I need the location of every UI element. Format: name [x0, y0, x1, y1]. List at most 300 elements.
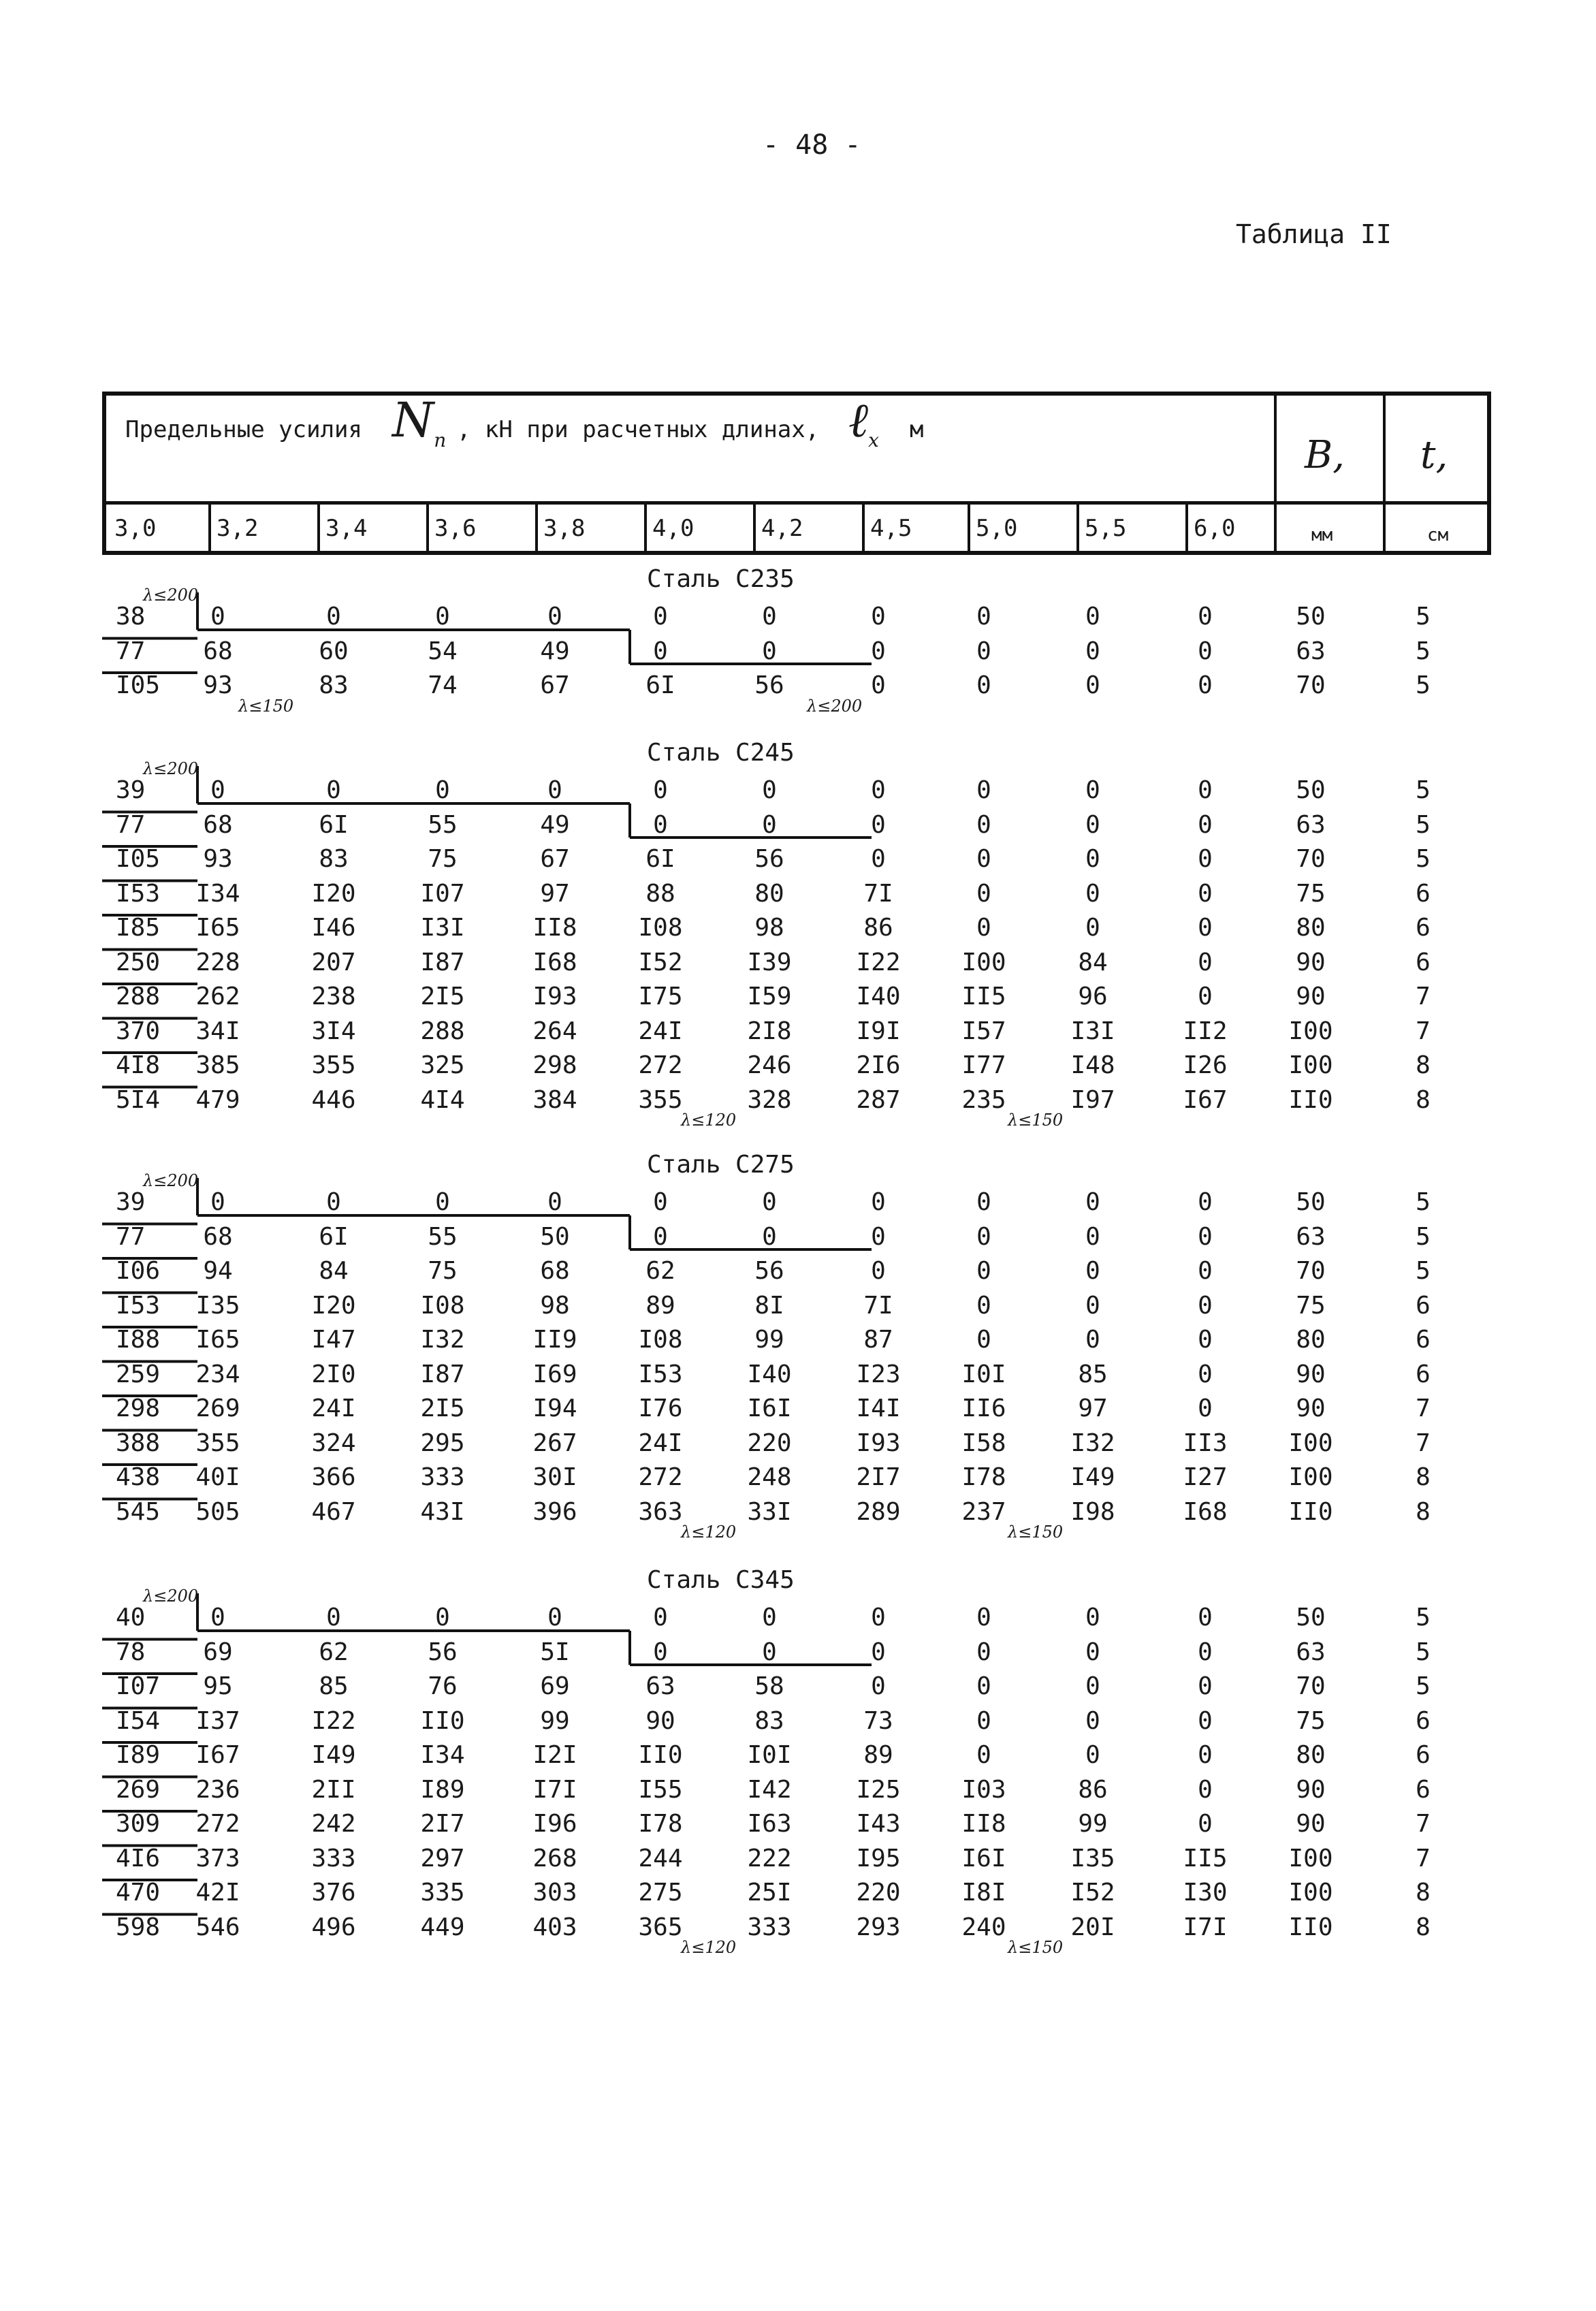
table-cell: 0 — [653, 1604, 668, 1631]
table-cell: I32 — [1070, 1429, 1115, 1457]
table-cell: 248 — [747, 1463, 792, 1491]
table-cell: 0 — [1085, 776, 1100, 804]
table-cell: 328 — [747, 1085, 792, 1114]
table-cell: 0 — [210, 776, 225, 804]
table-cell: 0 — [210, 1188, 225, 1216]
table-cell: I6I — [747, 1394, 792, 1422]
table-cell: 89 — [645, 1291, 675, 1320]
table-cell: 384 — [532, 1085, 577, 1114]
table-cell: 96 — [1078, 983, 1108, 1010]
table-cell: 7I — [863, 1291, 893, 1320]
table-cell: 90 — [1296, 1360, 1326, 1388]
table-cell: 0 — [1085, 1672, 1100, 1700]
table-cell: I9I — [856, 1017, 901, 1045]
header-col-divider — [1076, 501, 1079, 551]
table-cell: 0 — [210, 1604, 225, 1631]
table-cell: 0 — [1198, 983, 1213, 1010]
table-cell: 0 — [1198, 1326, 1213, 1354]
table-cell: I89 — [420, 1775, 465, 1804]
table-cell: 0 — [653, 1188, 668, 1216]
header-title — [125, 416, 362, 443]
table-cell: I47 — [311, 1326, 356, 1354]
table-cell: 0 — [547, 603, 562, 631]
table-cell: I65 — [195, 914, 240, 942]
table-cell: 40I — [195, 1463, 240, 1491]
table-cell: 0 — [1198, 1672, 1213, 1700]
table-cell: 68 — [540, 1257, 570, 1285]
table-cell: II5 — [1183, 1844, 1228, 1872]
table-cell: 385 — [195, 1051, 240, 1079]
table-cell: 98 — [754, 914, 784, 942]
table-cell: 5I — [540, 1638, 570, 1666]
t-unit: см — [1427, 525, 1449, 545]
table-cell: 6 — [1416, 948, 1431, 976]
table-cell: I30 — [1183, 1879, 1228, 1907]
table-cell: II0 — [1288, 1085, 1333, 1114]
table-cell: I3I — [420, 914, 465, 942]
table-cell: 0 — [762, 1222, 777, 1251]
table-cell: 373 — [195, 1844, 240, 1872]
table-cell: 228 — [195, 948, 240, 976]
table-cell: 237 — [961, 1497, 1006, 1526]
table-cell: I00 — [1288, 1844, 1333, 1872]
table-cell: 295 — [420, 1429, 465, 1457]
table-cell: 73 — [863, 1706, 893, 1735]
table-cell: 97 — [1078, 1394, 1108, 1422]
table-cell: 0 — [976, 1257, 991, 1285]
table-cell: 56 — [754, 845, 784, 873]
table-cell: I87 — [420, 948, 465, 976]
table-cell: 24I — [311, 1394, 356, 1422]
header-divider — [106, 501, 1487, 505]
table-cell: I59 — [747, 983, 792, 1010]
table-cell: 0 — [976, 603, 991, 631]
table-cell: 0 — [976, 1741, 991, 1769]
table-cell: 5 — [1416, 776, 1431, 804]
table-cell: 5 — [1416, 1638, 1431, 1666]
table-cell: 0 — [871, 603, 886, 631]
table-cell: 0 — [762, 776, 777, 804]
table-cell: 355 — [195, 1429, 240, 1457]
table-cell: 2I7 — [856, 1463, 901, 1491]
table-cell: 0 — [1085, 1222, 1100, 1251]
table-cell: 87 — [863, 1326, 893, 1354]
table-cell: 90 — [645, 1706, 675, 1735]
table-cell: 366 — [311, 1463, 356, 1491]
table-cell: I34 — [420, 1741, 465, 1769]
table-cell: 86 — [1078, 1775, 1108, 1804]
table-cell: 275 — [638, 1879, 683, 1907]
table-cell: 207 — [311, 948, 356, 976]
table-cell: 288 — [420, 1017, 465, 1045]
table-cell: I55 — [638, 1775, 683, 1804]
table-cell: 0 — [326, 1604, 341, 1631]
table-cell: 6I — [645, 845, 675, 873]
table-cell: 83 — [319, 845, 349, 873]
row-base-value: 288 — [116, 983, 161, 1010]
table-cell: 84 — [319, 1257, 349, 1285]
table-cell: 63 — [1296, 637, 1326, 665]
table-cell: 50 — [1296, 1188, 1326, 1216]
table-cell: 272 — [638, 1051, 683, 1079]
table-cell: 2I5 — [420, 1394, 465, 1422]
header-length-1: 3,2 — [217, 515, 259, 542]
table-cell: I57 — [961, 1017, 1006, 1045]
table-cell: 97 — [540, 879, 570, 908]
table-cell: 5 — [1416, 1604, 1431, 1631]
table-cell: 335 — [420, 1879, 465, 1907]
table-cell: 56 — [754, 671, 784, 699]
table-cell: 4I4 — [420, 1085, 465, 1114]
table-cell: 0 — [1198, 1604, 1213, 1631]
header-col-divider — [644, 501, 647, 551]
table-cell: 0 — [762, 1638, 777, 1666]
table-cell: 33I — [747, 1497, 792, 1526]
lambda-label: λ≤200 — [143, 759, 199, 778]
table-cell: I27 — [1183, 1463, 1228, 1491]
table-cell: 34I — [195, 1017, 240, 1045]
table-cell: 68 — [203, 810, 233, 839]
table-cell: 0 — [653, 637, 668, 665]
table-cell: I0I — [961, 1360, 1006, 1388]
table-cell: 376 — [311, 1879, 356, 1907]
table-cell: 86 — [863, 914, 893, 942]
table-cell: 76 — [428, 1672, 458, 1700]
table-cell: 5 — [1416, 637, 1431, 665]
table-cell: 70 — [1296, 1672, 1326, 1700]
table-cell: 0 — [547, 776, 562, 804]
lambda-note: λ≤200 — [807, 696, 863, 716]
table-cell: 0 — [871, 637, 886, 665]
table-cell: 80 — [1296, 914, 1326, 942]
table-cell: 80 — [754, 879, 784, 908]
table-cell: 75 — [428, 845, 458, 873]
table-cell: 2II — [311, 1775, 356, 1804]
table-cell: 5 — [1416, 603, 1431, 631]
table-cell: 0 — [871, 1604, 886, 1631]
table-cell: 54 — [428, 637, 458, 665]
table-cell: 0 — [1085, 603, 1100, 631]
table-cell: 303 — [532, 1879, 577, 1907]
header-col-divider — [208, 501, 211, 551]
table-cell: 7 — [1416, 1844, 1431, 1872]
lambda-note: λ≤150 — [238, 696, 294, 716]
table-cell: 0 — [762, 1188, 777, 1216]
table-cell: 0 — [762, 810, 777, 839]
table-cell: 0 — [976, 671, 991, 699]
section-title: Сталь С275 — [647, 1151, 795, 1179]
table-cell: 56 — [754, 1257, 784, 1285]
table-cell: 222 — [747, 1844, 792, 1872]
row-base-value: 4I6 — [116, 1844, 161, 1872]
table-cell: 0 — [653, 810, 668, 839]
table-cell: 6 — [1416, 1360, 1431, 1388]
table-cell: 55 — [428, 810, 458, 839]
table-cell: 298 — [532, 1051, 577, 1079]
table-cell: 0 — [871, 1257, 886, 1285]
table-cell: I52 — [638, 948, 683, 976]
table-cell: I32 — [420, 1326, 465, 1354]
lambda-note: λ≤120 — [681, 1523, 737, 1542]
table-cell: 0 — [762, 603, 777, 631]
table-cell: 25I — [747, 1879, 792, 1907]
header-vline-b — [1274, 396, 1277, 551]
table-cell: 269 — [195, 1394, 240, 1422]
header-length-10: 6,0 — [1194, 515, 1236, 542]
row-base-value: 298 — [116, 1394, 161, 1422]
table-cell: II8 — [961, 1810, 1006, 1838]
row-base-value: 598 — [116, 1913, 161, 1941]
table-cell: 42I — [195, 1879, 240, 1907]
table-cell: 5 — [1416, 1188, 1431, 1216]
header-title-mid: , кН при расчетных длинах, — [457, 416, 820, 443]
table-cell: 246 — [747, 1051, 792, 1079]
header-length-6: 4,2 — [761, 515, 803, 542]
table-cell: 85 — [319, 1672, 349, 1700]
table-cell: I00 — [1288, 1463, 1333, 1491]
table-cell: 0 — [1198, 1291, 1213, 1320]
table-cell: I75 — [638, 983, 683, 1010]
force-symbol: $N_п$ — [392, 392, 447, 451]
table-cell: 240 — [961, 1913, 1006, 1941]
table-cell: I78 — [961, 1463, 1006, 1491]
table-cell: 0 — [1085, 879, 1100, 908]
table-cell: I42 — [747, 1775, 792, 1804]
row-base-value: 250 — [116, 948, 161, 976]
table-cell: 5 — [1416, 1672, 1431, 1700]
table-cell: 68 — [203, 637, 233, 665]
table-cell: 63 — [1296, 1638, 1326, 1666]
table-cell: 63 — [645, 1672, 675, 1700]
table-cell: 0 — [762, 1604, 777, 1631]
table-cell: 90 — [1296, 1810, 1326, 1838]
table-cell: 90 — [1296, 983, 1326, 1010]
table-cell: 0 — [976, 1604, 991, 1631]
table-cell: 74 — [428, 671, 458, 699]
table-cell: 449 — [420, 1913, 465, 1941]
section-title: Сталь С235 — [647, 565, 795, 593]
table-cell: 20I — [1070, 1913, 1115, 1941]
table-cell: I68 — [532, 948, 577, 976]
table-cell: 0 — [1198, 671, 1213, 699]
table-cell: 58 — [754, 1672, 784, 1700]
table-cell: 0 — [653, 603, 668, 631]
table-cell: 0 — [976, 914, 991, 942]
table-cell: I00 — [1288, 1051, 1333, 1079]
row-base-value: I89 — [116, 1741, 161, 1769]
table-cell: 43I — [420, 1497, 465, 1526]
page-number: - 48 - — [763, 129, 861, 161]
row-base-value: I07 — [116, 1672, 161, 1700]
table-cell: 0 — [1085, 845, 1100, 873]
table-cell: 0 — [976, 1672, 991, 1700]
table-cell: 99 — [754, 1326, 784, 1354]
table-cell: 0 — [871, 671, 886, 699]
table-cell: 90 — [1296, 1394, 1326, 1422]
table-cell: 0 — [547, 1188, 562, 1216]
table-cell: 0 — [1085, 1291, 1100, 1320]
row-base-value: I53 — [116, 879, 161, 908]
table-cell: 7 — [1416, 1429, 1431, 1457]
table-cell: 2I7 — [420, 1810, 465, 1838]
table-cell: 6 — [1416, 1775, 1431, 1804]
table-cell: 236 — [195, 1775, 240, 1804]
row-base-value: 39 — [116, 1188, 146, 1216]
table-cell: 365 — [638, 1913, 683, 1941]
table-cell: 69 — [203, 1638, 233, 1666]
table-cell: 68 — [203, 1222, 233, 1251]
table-cell: 0 — [976, 810, 991, 839]
table-cell: I08 — [638, 1326, 683, 1354]
lambda-note: λ≤120 — [681, 1938, 737, 1957]
b-label: В, — [1305, 433, 1345, 477]
table-cell: 0 — [1085, 1638, 1100, 1666]
table-cell: 289 — [856, 1497, 901, 1526]
table-cell: 0 — [1198, 1741, 1213, 1769]
table-cell: I94 — [532, 1394, 577, 1422]
table-cell: I2I — [532, 1741, 577, 1769]
table-cell: 0 — [1085, 914, 1100, 942]
table-cell: 0 — [762, 637, 777, 665]
table-cell: II0 — [1288, 1913, 1333, 1941]
row-base-value: I05 — [116, 671, 161, 699]
lambda-note: λ≤150 — [1008, 1523, 1064, 1542]
row-base-value: 438 — [116, 1463, 161, 1491]
table-cell: 7I — [863, 879, 893, 908]
table-cell: 267 — [532, 1429, 577, 1457]
table-cell: 6 — [1416, 1706, 1431, 1735]
table-cell: 0 — [871, 810, 886, 839]
table-cell: 0 — [1198, 1394, 1213, 1422]
table-cell: 5 — [1416, 810, 1431, 839]
table-label: Таблица II — [1236, 219, 1392, 249]
table-cell: 5 — [1416, 1222, 1431, 1251]
table-cell: I7I — [532, 1775, 577, 1804]
table-cell: 95 — [203, 1672, 233, 1700]
row-base-value: I85 — [116, 914, 161, 942]
table-cell: 88 — [645, 879, 675, 908]
row-base-value: 77 — [116, 810, 146, 839]
t-label: t, — [1420, 433, 1448, 477]
table-cell: 2I5 — [420, 983, 465, 1010]
table-cell: II2 — [1183, 1017, 1228, 1045]
row-base-value: 38 — [116, 603, 146, 631]
table-cell: I25 — [856, 1775, 901, 1804]
table-cell: 0 — [1085, 1326, 1100, 1354]
table-cell: 0 — [976, 1638, 991, 1666]
table-cell: 99 — [1078, 1810, 1108, 1838]
table-cell: 0 — [1198, 914, 1213, 942]
lambda-label: λ≤200 — [143, 586, 199, 605]
table-cell: I35 — [1070, 1844, 1115, 1872]
row-base-value: 5I4 — [116, 1085, 161, 1114]
table-cell: 0 — [435, 1188, 450, 1216]
table-cell: II0 — [420, 1706, 465, 1735]
table-cell: 264 — [532, 1017, 577, 1045]
table-cell: I49 — [311, 1741, 356, 1769]
table-cell: I67 — [1183, 1085, 1228, 1114]
table-cell: I96 — [532, 1810, 577, 1838]
table-cell: 2I0 — [311, 1360, 356, 1388]
table-cell: 8I — [754, 1291, 784, 1320]
table-cell: 0 — [1085, 1604, 1100, 1631]
table-cell: 0 — [871, 1638, 886, 1666]
table-cell: 7 — [1416, 1394, 1431, 1422]
table-cell: 8 — [1416, 1085, 1431, 1114]
header-col-divider — [535, 501, 538, 551]
row-base-value: 269 — [116, 1775, 161, 1804]
row-base-value: 470 — [116, 1879, 161, 1907]
row-base-value: 545 — [116, 1497, 161, 1526]
table-cell: 235 — [961, 1085, 1006, 1114]
table-cell: 0 — [1198, 1257, 1213, 1285]
table-cell: 0 — [653, 1222, 668, 1251]
table-cell: I23 — [856, 1360, 901, 1388]
table-cell: I40 — [747, 1360, 792, 1388]
table-cell: II6 — [961, 1394, 1006, 1422]
table-cell: I4I — [856, 1394, 901, 1422]
table-cell: I34 — [195, 879, 240, 908]
table-cell: 5 — [1416, 1257, 1431, 1285]
table-cell: I78 — [638, 1810, 683, 1838]
table-cell: II0 — [1288, 1497, 1333, 1526]
row-base-value: 77 — [116, 637, 146, 665]
table-cell: 98 — [540, 1291, 570, 1320]
table-cell: 0 — [435, 1604, 450, 1631]
table-cell: I97 — [1070, 1085, 1115, 1114]
table-cell: 62 — [319, 1638, 349, 1666]
header-length-2: 3,4 — [325, 515, 368, 542]
section-title: Сталь С345 — [647, 1566, 795, 1594]
table-cell: 0 — [1198, 879, 1213, 908]
table-cell: 0 — [976, 637, 991, 665]
header-length-0: 3,0 — [114, 515, 157, 542]
table-cell: II0 — [638, 1741, 683, 1769]
table-cell: 63 — [1296, 810, 1326, 839]
table-cell: 0 — [1198, 1706, 1213, 1735]
table-cell: 0 — [976, 1706, 991, 1735]
row-base-value: I53 — [116, 1291, 161, 1320]
table-cell: I65 — [195, 1326, 240, 1354]
table-cell: 244 — [638, 1844, 683, 1872]
table-cell: II3 — [1183, 1429, 1228, 1457]
row-base-value: 78 — [116, 1638, 146, 1666]
table-cell: I76 — [638, 1394, 683, 1422]
table-cell: 0 — [1198, 1188, 1213, 1216]
table-cell: I6I — [961, 1844, 1006, 1872]
table-cell: I40 — [856, 983, 901, 1010]
table-cell: 62 — [645, 1257, 675, 1285]
table-cell: 6I — [319, 810, 349, 839]
table-cell: 242 — [311, 1810, 356, 1838]
table-cell: 0 — [976, 879, 991, 908]
table-cell: 0 — [1085, 1257, 1100, 1285]
table-cell: I49 — [1070, 1463, 1115, 1491]
table-cell: I95 — [856, 1844, 901, 1872]
table-cell: I67 — [195, 1741, 240, 1769]
table-cell: 0 — [1198, 1360, 1213, 1388]
table-cell: I43 — [856, 1810, 901, 1838]
table-cell: I00 — [1288, 1429, 1333, 1457]
table-cell: I52 — [1070, 1879, 1115, 1907]
table-cell: 3I4 — [311, 1017, 356, 1045]
table-cell: 6 — [1416, 1741, 1431, 1769]
table-cell: 0 — [871, 1188, 886, 1216]
table-cell: 8 — [1416, 1463, 1431, 1491]
header-length-9: 5,5 — [1085, 515, 1127, 542]
table-cell: 67 — [540, 845, 570, 873]
table-cell: 0 — [435, 776, 450, 804]
